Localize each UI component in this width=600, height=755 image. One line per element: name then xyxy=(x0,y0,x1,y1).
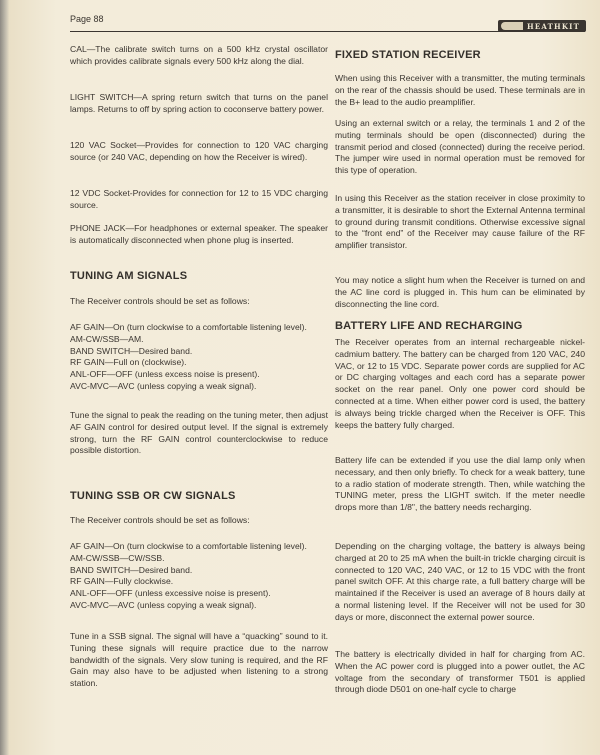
list-item: AF GAIN—On (turn clockwise to a comfortable listening level). xyxy=(70,322,307,332)
page-binding xyxy=(0,0,9,755)
muting-paragraph: When using this Receiver with a transmitter, the muting terminals on the rear of the chassis should be used. These terminals are in the B+ lead to the audio preamplifier. xyxy=(335,73,585,107)
phone-jack-paragraph: PHONE JACK—For headphones or external speaker. The speaker is automatically disconnected when phone plug is inserted. xyxy=(70,223,328,245)
ssb-settings-list xyxy=(70,541,328,612)
light-switch-paragraph: LIGHT SWITCH—A spring return switch that turns on the panel lamps. Returns to off by spring action to coconserve battery power. xyxy=(70,92,328,114)
list-item: AF GAIN—On (turn clockwise to a comfortable listening level). xyxy=(70,541,307,551)
battery-paragraph-4: The battery is electrically divided in half for charging from AC. When the AC power cord is plugged into a power outlet, the AC voltage from the secondary of transformer T501 is applied through diode D501 on one-half cycle to charge xyxy=(335,649,585,695)
external-switch-paragraph: Using an external switch or a relay, the terminals 1 and 2 of the muting terminals should be open (disconnected) during the transmit period and closed (connected) during the receive period. The jumper wire used in normal operation must be removed for this type of operation. xyxy=(335,118,585,176)
logo-text: HEATHKIT xyxy=(527,21,580,31)
list-item: AM-CW/SSB—CW/SSB. xyxy=(70,552,165,563)
fixed-station-heading: FIXED STATION RECEIVER xyxy=(335,49,481,61)
battery-paragraph-2: Battery life can be extended if you use the dial lamp only when necessary, and then only briefly. To check for a weak battery, tune to a radio station of moderate strength. Then, while watching the TUNING meter, press the LIGHT switch. If the meter needle drops more than 1/8", the battery needs recharging. xyxy=(335,455,585,513)
list-item: RF GAIN—Full on (clockwise). xyxy=(70,357,187,368)
list-item: BAND SWITCH—Desired band. xyxy=(70,345,193,356)
header-rule xyxy=(70,31,585,32)
battery-paragraph-3: Depending on the charging voltage, the battery is always being charged at 20 to 25 mA when the built-in trickle charging circuit is connected to 120 VAC, 240 VAC, or 12 to 15 VDC with the front panel switch OFF. At this charge rate, a full battery charge will be maintained if the Receiver is used an average of 8 hours daily at a normal listening level. If the Receiver will not be used for 30 days or more, disconnect the external power source. xyxy=(335,541,585,622)
am-tune-paragraph: Tune the signal to peak the reading on the tuning meter, then adjust AF GAIN control for desired output level. If the signal is extremely strong, turn the RF GAIN control counterclockwise to reduce possible distortion. xyxy=(70,410,328,456)
hum-paragraph: You may notice a slight hum when the Receiver is turned on and the AC line cord is plugged in. This hum can be eliminated by disconnecting the line cord. xyxy=(335,275,585,309)
list-item: RF GAIN—Fully clockwise. xyxy=(70,576,174,587)
ssb-intro: The Receiver controls should be set as follows: xyxy=(70,515,250,525)
cal-paragraph: CAL—The calibrate switch turns on a 500 kHz crystal oscillator which provides calibrate signals every 500 kHz along the dial. xyxy=(70,44,328,66)
list-item: AVC-MVC—AVC (unless copying a weak signal). xyxy=(70,380,257,391)
ssb-tune-paragraph: Tune in a SSB signal. The signal will have a “quacking” sound to it. Tuning these signals will require practice due to the narrow bandwidth of the signals. Very slow tuning is required, and the RF Gain may also have to be adjusted when listening to a strong station. xyxy=(70,631,328,689)
vdc-socket-paragraph: 12 VDC Socket-Provides for connection for 12 to 15 VDC charging source. xyxy=(70,188,328,210)
list-item: BAND SWITCH—Desired band. xyxy=(70,564,193,575)
page-number: Page 88 xyxy=(70,14,104,24)
list-item: AVC-MVC—AVC (unless copying a weak signal). xyxy=(70,599,257,610)
list-item: ANL-OFF—OFF (unless excess noise is present). xyxy=(70,369,260,380)
am-settings-list xyxy=(70,322,328,393)
list-item: AM-CW/SSB—AM. xyxy=(70,333,144,344)
list-item: ANL-OFF—OFF (unless excessive noise is present). xyxy=(70,588,271,599)
vac-socket-paragraph: 120 VAC Socket—Provides for connection to 120 VAC charging source (or 240 VAC, depending on how the Receiver is wired). xyxy=(70,140,328,162)
tuning-am-heading: TUNING AM SIGNALS xyxy=(70,270,188,282)
tuning-ssb-heading: TUNING SSB OR CW SIGNALS xyxy=(70,490,236,502)
battery-heading: BATTERY LIFE AND RECHARGING xyxy=(335,320,523,332)
am-intro: The Receiver controls should be set as follows: xyxy=(70,296,250,306)
battery-paragraph-1: The Receiver operates from an internal rechargeable nickel-cadmium battery. The battery can be charged from 120 VAC, 240 VAC, or 12 to 15 VDC. Separate power cords are supplied for AC or DC charging voltages and each cord has a separate power socket on the rear panel. Only one power cord should be connected at a time. When either power cord is used, the battery is always being trickle charged when the Receiver is OFF. This keeps the battery fully charged. xyxy=(335,337,585,430)
close-proximity-paragraph: In using this Receiver as the station receiver in close proximity to a transmitter, it is desirable to short the External Antenna terminal to ground during transmit conditions. Otherwise excessive signal to the “front end” of the Receiver may cause failure of the RF amplifier transistor. xyxy=(335,193,585,251)
logo-mark-icon xyxy=(501,22,523,30)
